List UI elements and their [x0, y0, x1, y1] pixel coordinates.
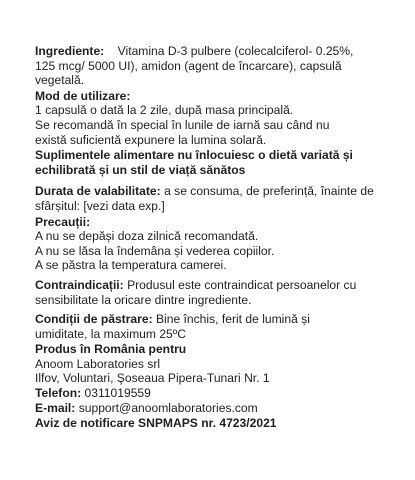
- email-label: E-mail:: [35, 400, 76, 415]
- notification-section: [35, 416, 395, 431]
- usage-title: Mod de utilizare:: [35, 88, 131, 103]
- usage-line-1: 1 capsulă o dată la 2 zile, după masa principală.: [35, 103, 294, 118]
- supplement-warning: [35, 148, 395, 177]
- shelf-life-label: Durata de valabilitate:: [35, 184, 161, 199]
- producer-section: [35, 342, 395, 415]
- email-address: support@anoomlaboratories.com: [78, 400, 258, 415]
- ingredients-text-line-2: 125 mcg/ 5000 UI), amidon (agent de încarcare), capsulă: [35, 58, 342, 73]
- producer-company: Anoom Laboratories srl: [35, 356, 161, 371]
- notification-number: Aviz de notificare SNPMAPS nr. 4723/2021: [35, 416, 277, 431]
- precaution-item: A se păstra la temperatura camerei.: [35, 258, 227, 273]
- storage-line-1: Bine închis, ferit de lumină și: [155, 312, 310, 327]
- ingredients-label: Ingrediente:: [35, 44, 105, 58]
- contraindications-line-2: sensibilitate la oricare dintre ingrediente.: [35, 292, 252, 307]
- precautions-section: [35, 215, 395, 273]
- producer-address: Ilfov, Voluntari, Şoseaua Pipera-Tunari Nr. 1: [35, 371, 270, 386]
- usage-line-2: Se recomandă în special în lunile de iarnă sau când nu: [35, 117, 330, 132]
- usage-line-3: există suficientă expunere la lumina solară.: [35, 132, 267, 147]
- phone-number: 0311019559: [84, 386, 151, 401]
- precautions-title: Precauții:: [35, 214, 91, 229]
- supplement-warning-line-2: echilibrată și un stil de viață sănătos: [35, 162, 246, 177]
- product-label-text: [35, 44, 395, 431]
- contraindications-section: [35, 278, 395, 307]
- contraindications-line-1: Produsul este contraindicat persoanelor cu: [127, 277, 357, 292]
- ingredients-text-line-3: vegetală.: [35, 73, 85, 88]
- phone-label: Telefon:: [35, 386, 82, 401]
- storage-label: Condiții de păstrare:: [35, 312, 153, 327]
- precaution-item: A nu se depăși doza zilnică recomandată.: [35, 229, 259, 244]
- storage-section: [35, 312, 395, 341]
- usage-section: [35, 89, 395, 147]
- producer-title: Produs în România pentru: [35, 342, 187, 357]
- precaution-item: A nu se lăsa la îndemâna și vederea copiilor.: [35, 243, 275, 258]
- contraindications-label: Contraindicații:: [35, 277, 124, 292]
- shelf-life-line-2: sfârșitul: [vezi data exp.]: [35, 198, 165, 213]
- shelf-life-line-1: a se consuma, de preferință, înainte de: [164, 184, 374, 199]
- supplement-warning-line-1: Suplimentele alimentare nu înlocuiesc o dietă variată și: [35, 148, 353, 163]
- ingredients-section: [35, 44, 395, 88]
- ingredients-text-line-1: Vitamina D-3 pulbere (colecalciferol- 0.25%,: [117, 44, 354, 58]
- shelf-life-section: [35, 184, 395, 213]
- storage-line-2: umiditate, la maximum 25ºC: [35, 326, 186, 341]
